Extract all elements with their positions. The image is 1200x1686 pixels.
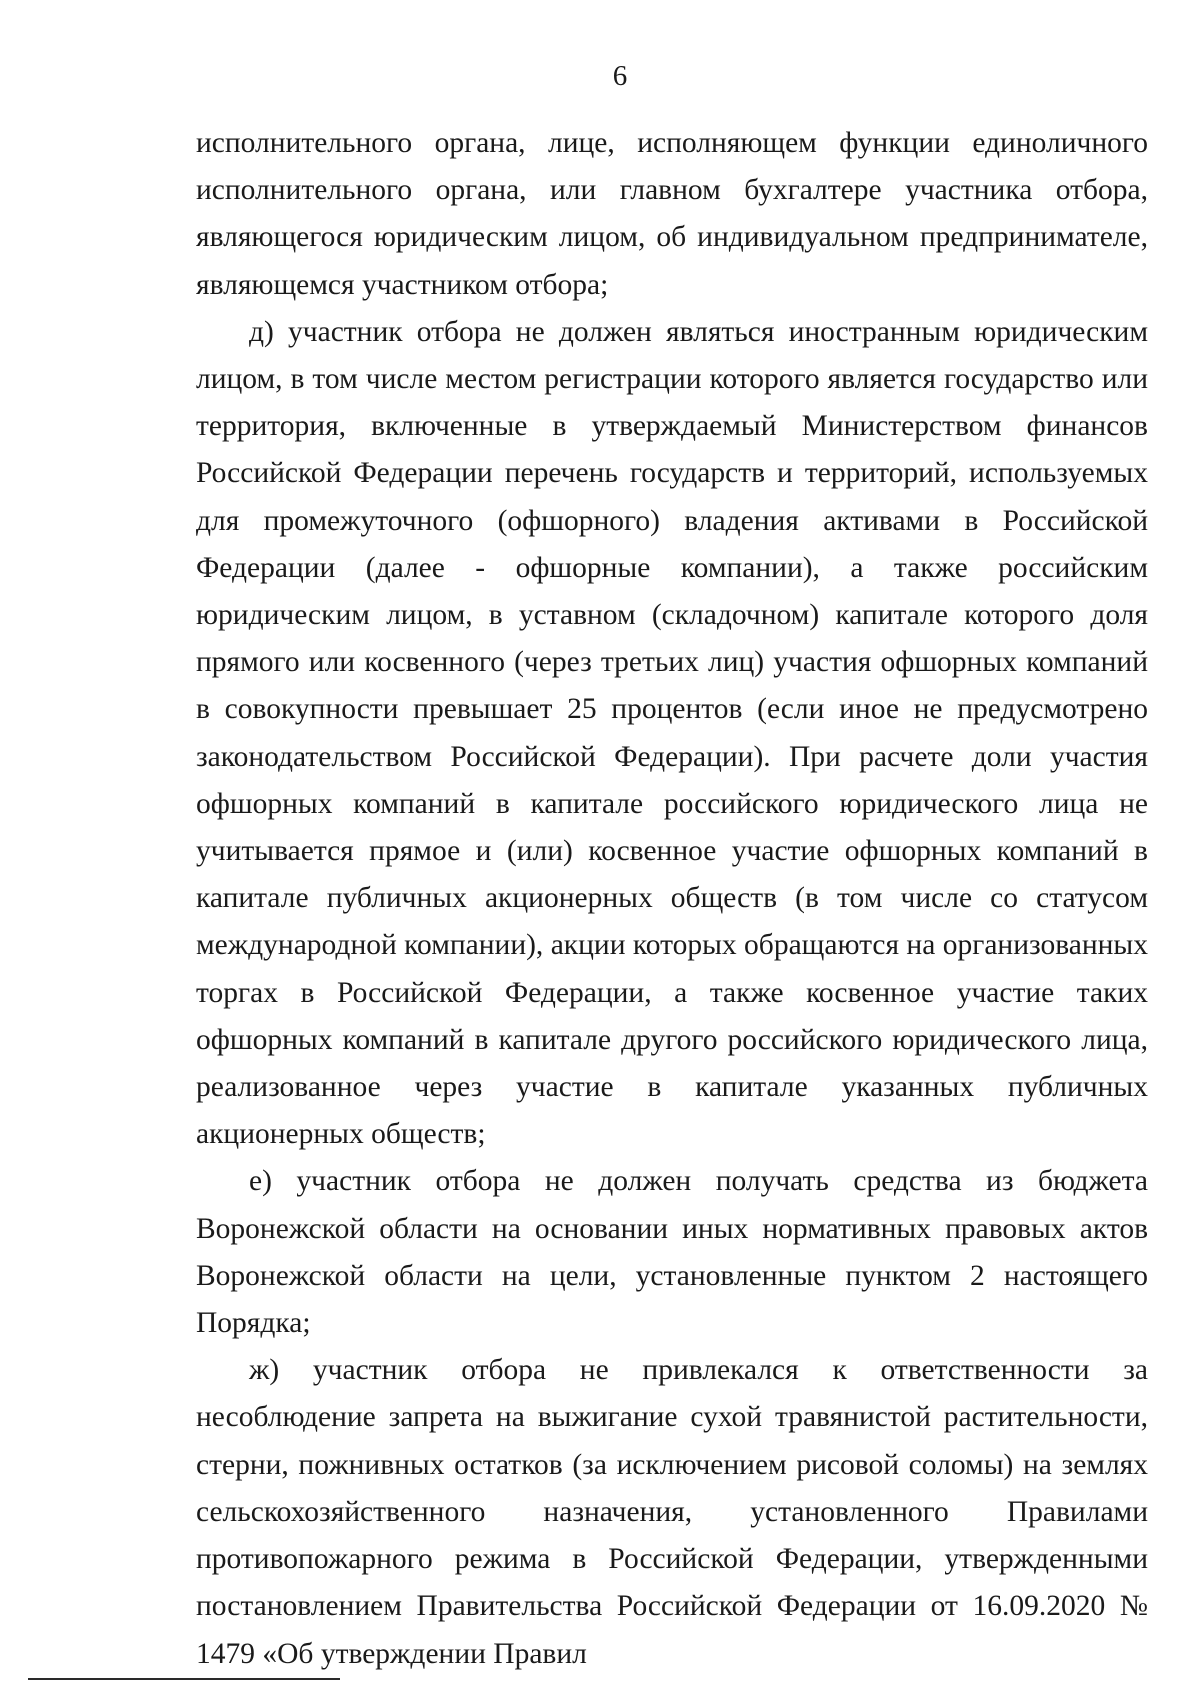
footer-divider <box>28 1678 340 1680</box>
paragraph-item-e: е) участник отбора не должен получать средства из бюджета Воронежской области на основании иных нормативных правовых актов Воронежской области на цели, установленные пунктом 2 настоящего Порядка; <box>196 1165 1148 1340</box>
paragraph-continuation: исполнительного органа, лице, исполняющем функции единоличного исполнительного органа, или главном бухгалтере участника отбора, являющегося юридическим лицом, об индивидуальном предпринимателе, являющемся участником отбора; <box>196 127 1148 301</box>
document-body <box>196 120 1148 1678</box>
paragraph-item-d: д) участник отбора не должен являться иностранным юридическим лицом, в том числе местом регистрации которого является государство или территория, включенные в утверждаемый Министерством финансов Российской Федерации перечень государств и территорий, используемых для промежуточного (офшорного) владения активами в Российской Федерации (далее - офшорные компании), а также российским юридическим лицом, в уставном (складочном) капитале которого доля прямого или косвенного (через третьих лиц) участия офшорных компаний в совокупности превышает 25 процентов (если иное не предусмотрено законодательством Российской Федерации). При расчете доли участия офшорных компаний в капитале российского юридического лица не учитывается прямое и (или) косвенное участие офшорных компаний в капитале публичных акционерных обществ (в том числе со статусом международной компании), акции которых обращаются на организованных торгах в Российской Федерации, а также косвенное участие таких офшорных компаний в капитале другого российского юридического лица, реализованное через участие в капитале указанных публичных акционерных обществ; <box>196 315 1148 1151</box>
paragraph-item-zh: ж) участник отбора не привлекался к ответственности за несоблюдение запрета на выжигание сухой травянистой растительности, стерни, пожнивных остатков (за исключением рисовой соломы) на землях сельскохозяйственного назначения, установленного Правилами противопожарного режима в Российской Федерации, утвержденными постановлением Правительства Российской Федерации от 16.09.2020 № 1479 «Об утверждении Правил <box>196 1354 1148 1670</box>
page-number: 6 <box>612 60 628 92</box>
